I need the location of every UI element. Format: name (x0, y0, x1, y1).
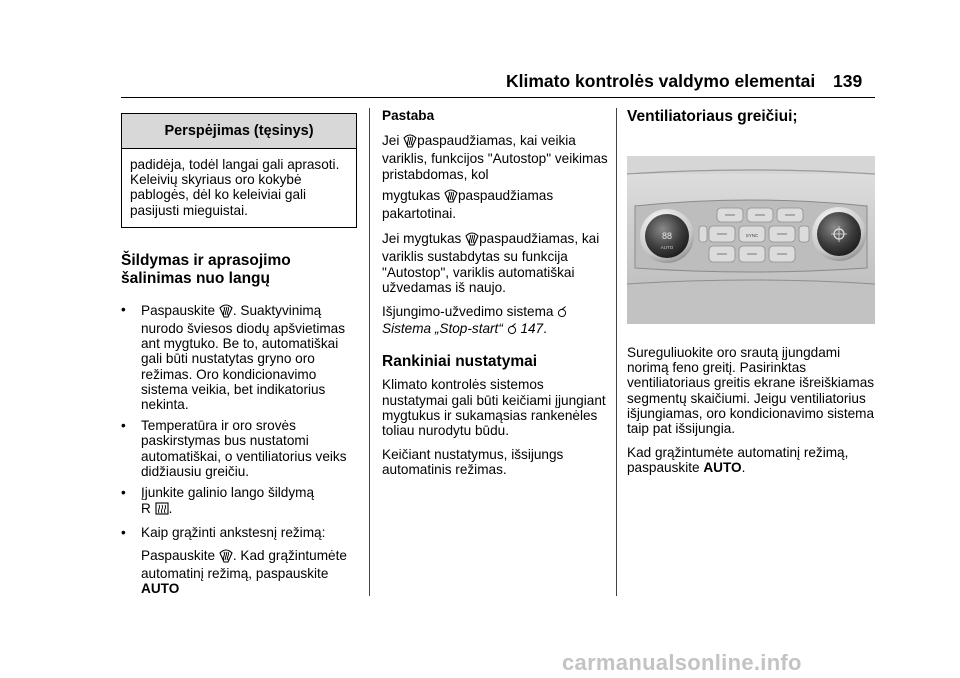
fan-paragraph-2: Kad grąžintumėte automatinį režimą, paspauskite AUTO. (627, 445, 849, 476)
column-3 (627, 108, 877, 476)
left-knob-display: 88 (661, 231, 673, 241)
front-defrost-icon (444, 187, 458, 206)
list-item: • Temperatūra ir oro srovės paskirstymas bus nustatomi automatiškai, o ventiliatorius veiks didžiausiu greičiu. (121, 418, 347, 479)
note-paragraph-1: Jei paspaudžiamas, kai veikia variklis, funkcijos "Autostop" veikimas pristabdomas, kol mygtukas paspaudžiamas pakartotinai. (382, 133, 608, 222)
page-reference-link[interactable]: Sistema „Stop-start“ (382, 321, 503, 337)
left-knob-auto-label: AUTO (660, 245, 674, 250)
column-separator-2 (616, 108, 617, 596)
front-defrost-icon (219, 547, 233, 566)
panel-button-label: SYNC (745, 233, 759, 238)
climate-panel-photo (627, 156, 875, 324)
warning-box-body: padidėja, todėl langai gali aprasoti. Keleivių skyriaus oro kokybė pablogės, dėl ko keleiviai gali pasijusti mieguistai. (130, 157, 340, 218)
rear-defrost-icon (155, 500, 169, 519)
manual-paragraph-1: Klimato kontrolės sistemos nustatymai gali būti keičiami įjungiant mygtukus ir sukamąsias rankenėles toliau nurodytu būdu. (382, 377, 606, 439)
warning-box (121, 113, 357, 228)
front-defrost-icon (219, 302, 233, 321)
header-rule (121, 97, 875, 98)
manual-settings-heading: Rankiniai nustatymai (382, 353, 538, 371)
page-reference-icon (507, 323, 517, 338)
list-item: • Kaip grąžinti ankstesnį režimą: Paspauskite . Kad grąžintumėte automatinį režimą, paspauskite AUTO (121, 525, 347, 597)
page-header-title: Klimato kontrolės valdymo elementai (506, 71, 816, 91)
note-paragraph-3: Išjungimo-užvedimo sistema Sistema „Stop-start“ 147. (382, 304, 608, 338)
bullet-mark: • (121, 485, 126, 501)
column-separator-1 (369, 108, 370, 596)
note-label: Pastaba (382, 108, 435, 123)
manual-paragraph-2: Keičiant nustatymus, išsijungs automatinis režimas. (382, 447, 564, 478)
fan-paragraph-1: Sureguliuokite oro srautą įjungdami norimą feno greitį. Pasirinktas ventiliatoriaus greitis ekrane išreiškiamas segmentų skaičiumi. Jeigu ventiliatorius išjungiamas, oro kondicionavimo sistema taip pat išsijungia. (627, 345, 875, 437)
list-item: • Įjunkite galinio lango šildymą R . (121, 485, 357, 519)
defrost-heading: Šildymas ir aprasojimo šalinimas nuo langų (121, 251, 291, 287)
warning-box-title: Perspėjimas (tęsinys) (122, 114, 356, 149)
page-reference-number[interactable]: 147 (520, 321, 544, 337)
front-defrost-icon (403, 132, 417, 151)
bullet-mark: • (121, 418, 126, 434)
list-item: • Paspauskite . Suaktyvinimą nurodo šviesos diodų apšvietimas ant mygtuko. Be to, automatiškai gali būti nustatytas gryno oro režimas. Oro kondicionavimo sistema veikia, bet indikatorius nekinta. (121, 301, 346, 413)
bullet-mark: • (121, 301, 126, 317)
watermark: carmanualsonline.info (562, 650, 802, 675)
column-2 (382, 108, 608, 478)
page-reference-icon (557, 306, 567, 321)
note-paragraph-2: Jei mygtukas paspaudžiamas, kai variklis sustabdytas su funkcija "Autostop", variklis automatiškai užvedamas iš naujo. (382, 231, 600, 295)
page-number: 139 (833, 71, 863, 91)
front-defrost-icon (465, 230, 479, 249)
bullet-mark: • (121, 525, 126, 541)
fan-speed-heading: Ventiliatoriaus greičiui; (627, 108, 798, 125)
column-1 (121, 113, 357, 596)
